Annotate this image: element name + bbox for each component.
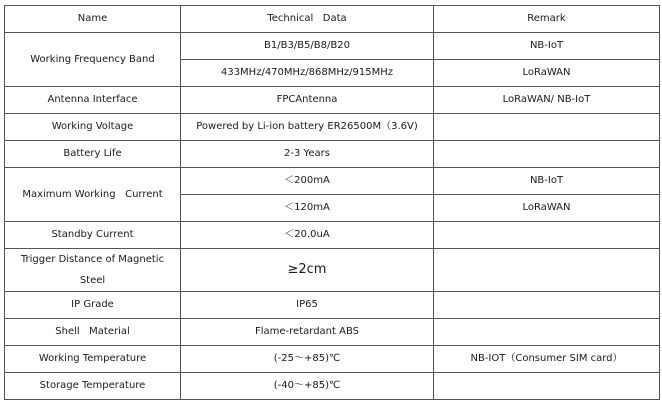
cell-antenna-remark: LoRaWAN/ NB-IoT xyxy=(434,87,660,114)
cell-battery-remark xyxy=(434,141,660,168)
row-name-antenna: Antenna Interface xyxy=(5,87,181,114)
cell-storage-temp-value: (-40～+85)℃ xyxy=(181,373,434,400)
cell-remark-lorawan: LoRaWAN xyxy=(434,60,660,87)
cell-remark-nbiot: NB-IoT xyxy=(434,33,660,60)
cell-current-remark-nbiot: NB-IoT xyxy=(434,168,660,195)
cell-trigger-value: ≥2cm xyxy=(181,249,434,292)
table-row xyxy=(5,87,660,114)
row-name-voltage: Working Voltage xyxy=(5,114,181,141)
header-remark: Remark xyxy=(434,6,660,33)
cell-working-temp-value: (-25～+85)℃ xyxy=(181,346,434,373)
cell-current-lorawan: ＜120mA xyxy=(181,195,434,222)
table-row xyxy=(5,33,660,60)
cell-trigger-remark xyxy=(434,249,660,292)
row-name-storage-temp: Storage Temperature xyxy=(5,373,181,400)
cell-working-temp-remark: NB-IOT（Consumer SIM card） xyxy=(434,346,660,373)
row-name-trigger: Trigger Distance of Magnetic Steel xyxy=(5,249,181,292)
table-row xyxy=(5,249,660,292)
table-row xyxy=(5,222,660,249)
row-name-ip: IP Grade xyxy=(5,292,181,319)
spec-table xyxy=(4,5,660,400)
cell-storage-temp-remark xyxy=(434,373,660,400)
row-name-shell: Shell Material xyxy=(5,319,181,346)
table-row xyxy=(5,168,660,195)
table-row xyxy=(5,346,660,373)
row-name-max-current: Maximum Working Current xyxy=(5,168,181,222)
cell-ip-value: IP65 xyxy=(181,292,434,319)
cell-standby-value: ＜20.0uA xyxy=(181,222,434,249)
cell-frequency-nbiot: B1/B3/B5/B8/B20 xyxy=(181,33,434,60)
table-row xyxy=(5,292,660,319)
header-row xyxy=(5,6,660,33)
cell-frequency-lorawan: 433MHz/470MHz/868MHz/915MHz xyxy=(181,60,434,87)
cell-current-nbiot: ＜200mA xyxy=(181,168,434,195)
table-row xyxy=(5,319,660,346)
cell-shell-remark xyxy=(434,319,660,346)
header-technical-data: Technical Data xyxy=(181,6,434,33)
row-name-frequency-band: Working Frequency Band xyxy=(5,33,181,87)
cell-battery-value: 2-3 Years xyxy=(181,141,434,168)
cell-current-remark-lorawan: LoRaWAN xyxy=(434,195,660,222)
row-name-working-temp: Working Temperature xyxy=(5,346,181,373)
table-row xyxy=(5,141,660,168)
cell-antenna-value: FPCAntenna xyxy=(181,87,434,114)
row-name-standby: Standby Current xyxy=(5,222,181,249)
cell-standby-remark xyxy=(434,222,660,249)
cell-shell-value: Flame-retardant ABS xyxy=(181,319,434,346)
header-name: Name xyxy=(5,6,181,33)
cell-voltage-value: Powered by Li-ion battery ER26500M（3.6V) xyxy=(181,114,434,141)
cell-voltage-remark xyxy=(434,114,660,141)
row-name-battery: Battery Life xyxy=(5,141,181,168)
table-row xyxy=(5,114,660,141)
table-row xyxy=(5,373,660,400)
cell-ip-remark xyxy=(434,292,660,319)
